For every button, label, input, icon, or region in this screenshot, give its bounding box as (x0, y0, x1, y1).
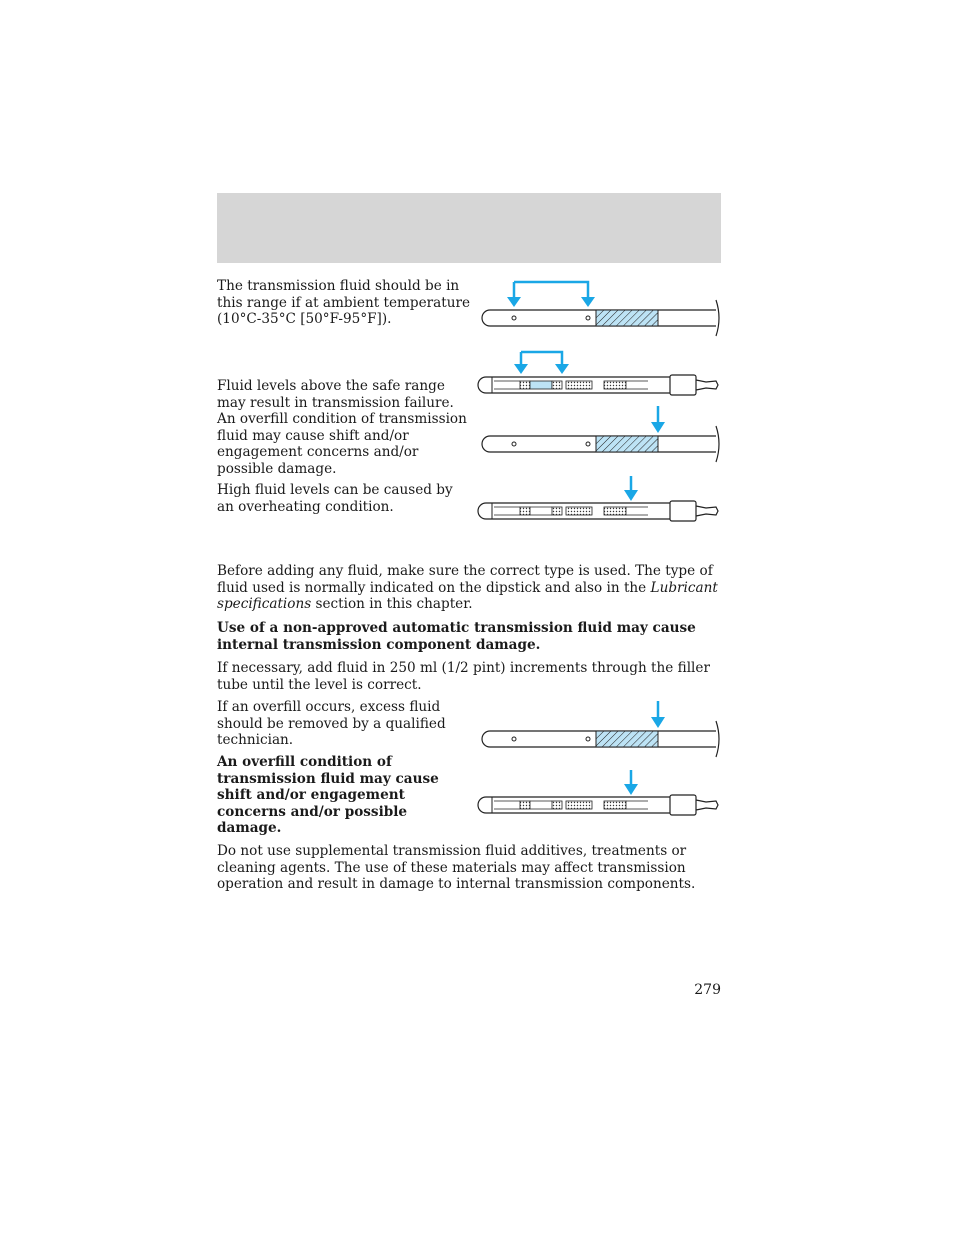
arrow-down-icon (624, 784, 638, 795)
dipstick-diagram-overfill (480, 404, 725, 466)
before-adding-paragraph: Before adding any fluid, make sure the correct type is used. The type of fluid used is normally indicated on the dipstick and also in the Lubricant specifications section in this chapter. (217, 563, 718, 613)
page-number: 279 (694, 982, 721, 998)
arrow-down-icon (651, 717, 665, 728)
additives-warning: Do not use supplemental transmission fluid additives, treatments or cleaning agents. The use of these materials may affect transmission operation and result in damage to internal transmission components. (217, 843, 696, 893)
hot-range-hatch (596, 310, 658, 326)
dipstick-diagram-rod-range (480, 348, 725, 398)
section-header-band (217, 193, 721, 263)
arrow-down-icon (514, 364, 528, 374)
arrow-down-icon (555, 364, 569, 374)
dipstick-diagram-range (480, 278, 725, 340)
add-fluid-instruction: If necessary, add fluid in 250 ml (1/2 pint) increments through the filler tube until the level is correct. (217, 660, 710, 693)
arrow-down-icon (581, 297, 595, 307)
intro-text: The transmission fluid should be in this range if at ambient temperature (10°C-35°C [50°F-95°F]). (217, 278, 471, 328)
arrow-down-icon (507, 297, 521, 307)
arrow-down-icon (624, 490, 638, 501)
overfill-bold-warning: An overfill condition of transmission fluid may cause shift and/or engagement concerns and/or possible damage. (217, 754, 439, 837)
dipstick-diagram-add-rod (480, 768, 725, 818)
high-levels-cause: High fluid levels can be caused by an overheating condition. (217, 482, 453, 515)
overfill-warning: Fluid levels above the safe range may result in transmission failure. An overfill condition of transmission fluid may cause shift and/or engagement concerns and/or possible damage. (217, 378, 467, 477)
range-bracket (514, 282, 588, 302)
dipstick-diagram-rod-overfill (480, 474, 725, 524)
lubricant-specifications-ref: Lubricant specifications (217, 579, 718, 613)
non-approved-fluid-warning: Use of a non-approved automatic transmission fluid may cause internal transmission component damage. (217, 620, 696, 653)
range-bracket (521, 352, 562, 368)
dipstick-diagram-add-flat (480, 699, 725, 761)
overfill-removal: If an overfill occurs, excess fluid should be removed by a qualified technician. (217, 699, 446, 749)
arrow-down-icon (651, 422, 665, 433)
